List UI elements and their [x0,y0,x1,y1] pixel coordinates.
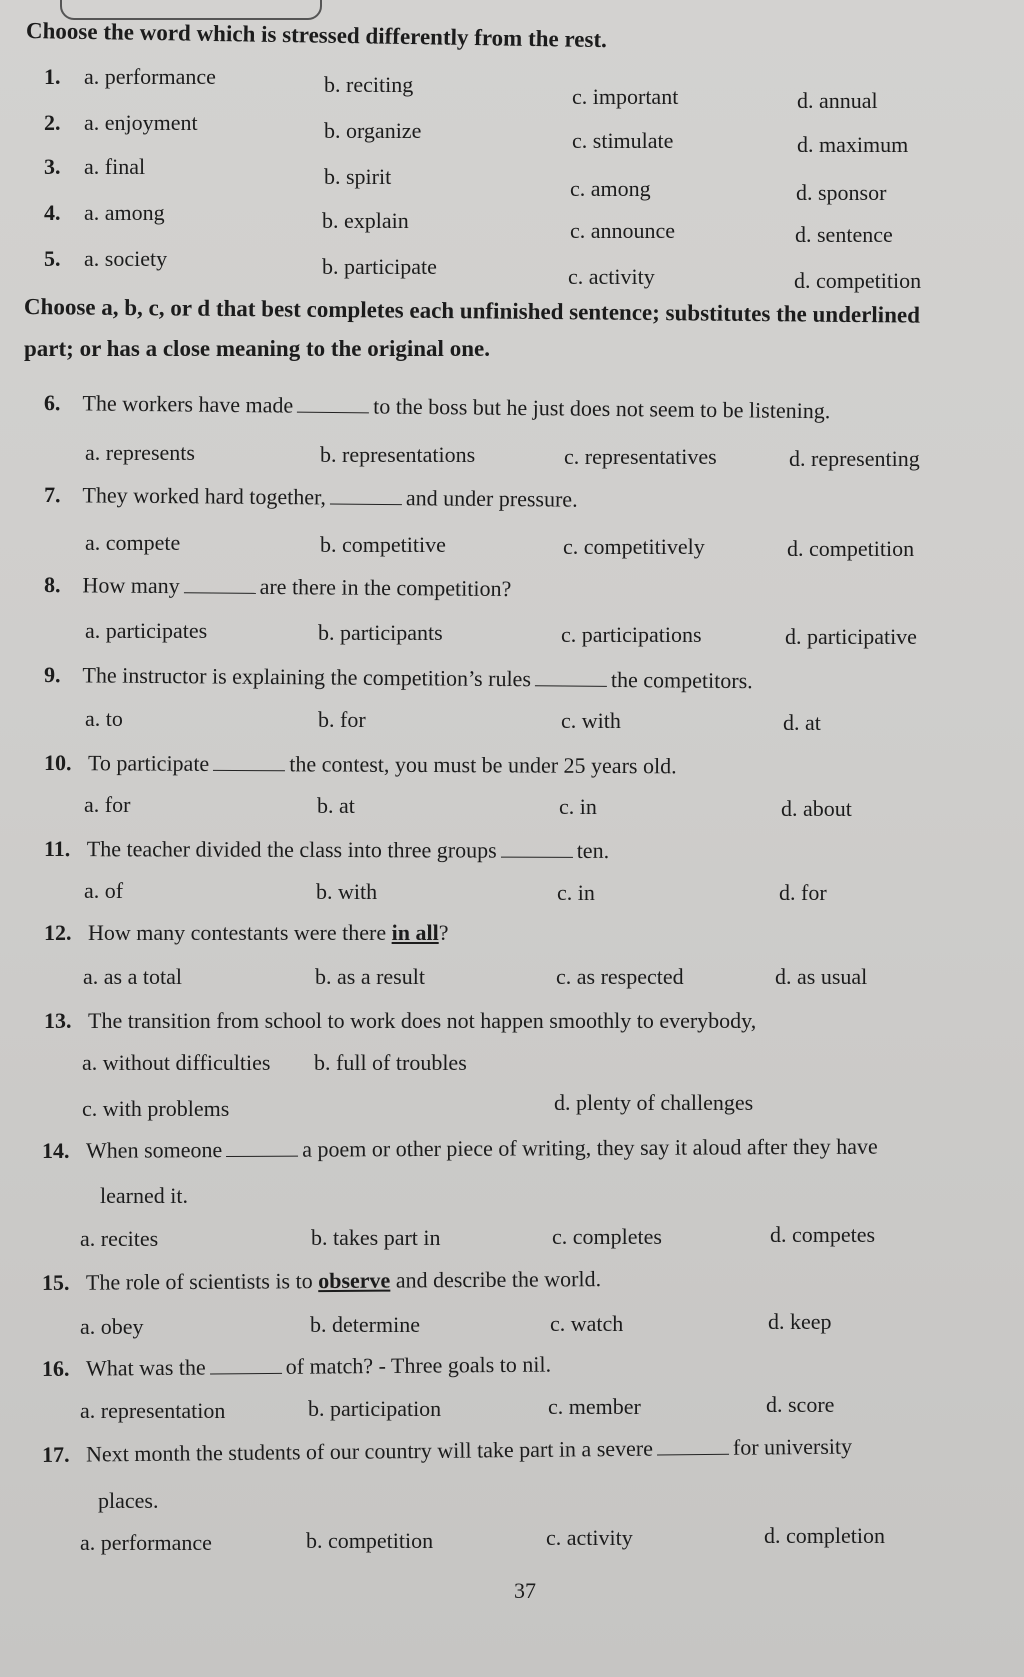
option-d[interactable]: d. about [781,796,852,821]
question-17-line2: places. [98,1488,159,1513]
section1-heading: Choose the word which is stressed differently from the rest. [25,18,608,53]
stress-question-number: 3. [44,154,61,179]
option-a[interactable]: a. to [85,706,123,731]
answer-blank [501,839,573,858]
question-stem-post: and describe the world. [395,1266,602,1293]
stress-question-number: 5. [44,246,61,271]
stress-option-a[interactable]: a. enjoyment [84,110,198,135]
question-8 [44,572,512,602]
option-a[interactable]: a. represents [85,440,195,465]
question-stem-pre: To participate [87,750,210,776]
answer-blank [226,1138,298,1157]
stress-option-b[interactable]: b. explain [322,208,409,233]
stress-option-a[interactable]: a. final [84,154,146,179]
option-c[interactable]: c. watch [550,1311,624,1336]
question-stem-post: are there in the competition? [259,573,512,602]
option-a[interactable]: a. participates [85,618,208,643]
question-number: 12. [44,920,72,945]
question-stem-pre: Next month the students of our country will take part in a severe [85,1435,654,1467]
option-a[interactable]: a. representation [80,1398,226,1423]
question-number: 15. [41,1269,70,1295]
option-b[interactable]: b. with [316,879,378,904]
question-stem-pre: What was the [85,1354,206,1381]
question-stem-post: and under pressure. [405,485,578,512]
section2-heading-line2: part; or has a close meaning to the original one. [24,336,490,361]
stress-option-a[interactable]: a. performance [84,64,216,89]
option-c[interactable]: c. as respected [556,964,684,989]
option-b[interactable]: b. competitive [320,532,446,557]
stress-option-d[interactable]: d. sentence [795,222,893,247]
stress-question-number: 1. [44,64,61,89]
option-c[interactable]: c. activity [546,1525,633,1550]
question-number: 7. [43,482,61,508]
question-stem-post: ten. [576,837,610,863]
question-12 [44,920,448,946]
answer-blank [213,752,285,771]
option-b[interactable]: b. as a result [315,964,425,989]
option-d[interactable]: d. participative [785,624,917,649]
stress-option-d[interactable]: d. competition [794,268,922,293]
option-d[interactable]: d. for [779,880,827,905]
stress-option-d[interactable]: d. maximum [797,132,909,157]
question-stem-pre: The teacher divided the class into three groups [86,836,497,863]
question-stem-post: of match? - Three goals to nil. [285,1351,552,1379]
answer-blank [297,394,369,414]
stress-question-number: 2. [44,110,61,135]
question-7 [44,482,578,513]
stress-question-number: 4. [44,200,61,225]
option-b[interactable]: b. representations [320,442,476,467]
option-d[interactable]: d. score [766,1392,835,1417]
stress-option-d[interactable]: d. sponsor [796,180,887,205]
option-c[interactable]: c. with [561,708,621,733]
option-c[interactable]: c. in [557,880,595,905]
question-stem-pre: When someone [85,1137,223,1163]
option-d[interactable]: d. plenty of challenges [554,1090,754,1115]
option-c[interactable]: c. competitively [563,534,705,559]
question-number: 8. [43,572,61,598]
stress-option-c[interactable]: c. among [570,176,651,201]
answer-blank [210,1355,282,1375]
option-a[interactable]: a. obey [80,1314,144,1339]
answer-blank [657,1436,729,1456]
question-6 [44,390,831,424]
section2-heading-line1: Choose a, b, c, or d that best completes each unfinished sentence; substitutes the underlined [23,294,921,328]
option-c[interactable]: c. in [559,794,597,819]
answer-blank [184,574,256,594]
option-b[interactable]: b. full of troubles [314,1050,467,1075]
option-c[interactable]: c. completes [552,1224,662,1249]
question-stem-post: the competitors. [610,666,753,694]
option-a[interactable]: a. recites [80,1226,159,1251]
question-stem-post: to the boss but he just does not seem to be listening. [373,393,831,424]
question-stem-post: ? [438,920,449,945]
option-a[interactable]: a. as a total [83,964,182,989]
question-number: 11. [43,836,71,862]
question-stem-pre: The instructor is explaining the competition’s rules [82,662,532,692]
question-stem-pre: They worked hard together, [82,482,327,510]
option-b[interactable]: b. determine [310,1312,420,1337]
question-stem-pre: The role of scientists is to [85,1268,313,1295]
question-number: 9. [43,662,61,688]
stress-option-b[interactable]: b. reciting [324,72,414,97]
question-14 [42,1134,878,1164]
header-tab-outline [60,0,322,20]
question-17 [42,1434,852,1468]
option-b[interactable]: b. competition [306,1528,434,1553]
option-b[interactable]: b. takes part in [311,1225,441,1250]
underlined-phrase: observe [318,1267,391,1294]
option-a[interactable]: a. without difficulties [82,1050,271,1075]
question-stem-pre: How many contestants were there [88,920,387,945]
question-number: 14. [41,1137,70,1163]
question-stem-post: the contest, you must be under 25 years old. [289,751,677,779]
stress-option-c[interactable]: c. important [572,84,679,109]
option-b[interactable]: b. at [317,793,355,818]
option-d[interactable]: d. as usual [775,964,868,989]
option-b[interactable]: b. participation [308,1396,442,1421]
option-d[interactable]: d. competes [770,1222,876,1247]
option-b[interactable]: b. for [318,707,366,732]
option-c[interactable]: c. participations [561,622,702,647]
question-number: 17. [41,1441,70,1467]
stress-option-c[interactable]: c. stimulate [572,128,674,153]
stress-option-c[interactable]: c. activity [568,264,655,289]
question-number: 16. [41,1355,70,1381]
page-number: 37 [514,1578,536,1603]
option-c[interactable]: c. with problems [82,1096,230,1121]
option-a[interactable]: a. performance [80,1530,212,1555]
answer-blank [535,667,607,687]
option-d[interactable]: d. representing [789,446,920,471]
answer-blank [330,485,402,505]
question-stem-post: for university [732,1433,853,1460]
question-stem-post: a poem or other piece of writing, they say it aloud after they have [302,1133,878,1162]
question-stem-pre: The workers have made [82,390,294,418]
option-d[interactable]: d. competition [787,536,915,561]
stress-option-b[interactable]: b. organize [324,118,422,143]
option-a[interactable]: a. for [84,792,131,817]
question-number: 6. [43,390,61,416]
option-c[interactable]: c. member [548,1394,641,1419]
stress-option-c[interactable]: c. announce [570,218,676,243]
stress-option-a[interactable]: a. society [84,246,168,271]
question-10 [44,750,677,779]
stress-option-b[interactable]: b. participate [322,254,437,279]
underlined-phrase: in all [391,920,439,945]
question-number: 10. [43,750,72,776]
option-d[interactable]: d. keep [768,1309,832,1334]
option-a[interactable]: a. of [84,878,124,903]
option-d[interactable]: d. at [783,710,821,735]
question-16 [42,1352,551,1382]
question-number: 13. [44,1008,72,1033]
question-11 [44,836,609,864]
stress-option-a[interactable]: a. among [84,200,165,225]
stress-option-b[interactable]: b. spirit [324,164,392,189]
stress-option-d[interactable]: d. annual [797,88,878,113]
question-9 [44,662,753,694]
question-13 [44,1008,756,1034]
question-stem-pre: The transition from school to work does not happen smoothly to everybody, [88,1008,757,1033]
option-b[interactable]: b. participants [318,620,443,645]
option-c[interactable]: c. representatives [564,444,717,469]
question-stem-pre: How many [82,572,180,599]
option-d[interactable]: d. completion [764,1523,885,1548]
option-a[interactable]: a. compete [85,530,181,555]
question-14-line2: learned it. [100,1183,188,1208]
question-15 [42,1266,601,1296]
